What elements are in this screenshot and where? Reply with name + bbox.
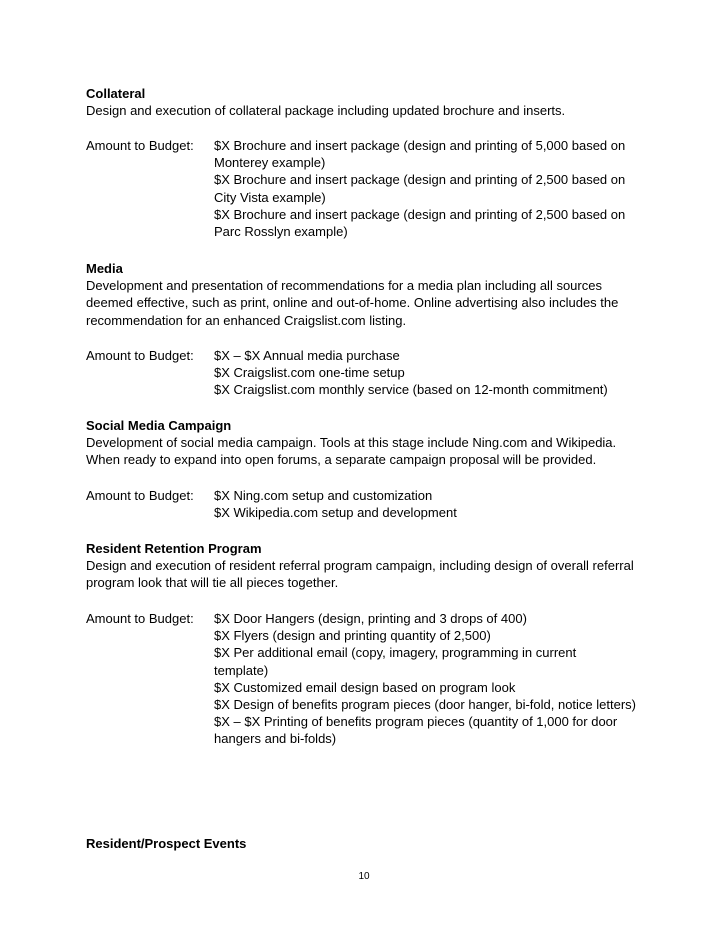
budget-item [214, 381, 666, 398]
section-description-social-media [86, 434, 666, 468]
budget-item-line: template) [214, 662, 269, 678]
budget-item-line: $X – $X Annual media purchase [214, 348, 400, 363]
budget-item [214, 206, 666, 240]
budget-item-line: $X Brochure and insert package (design and printing of 2,500 based on [214, 206, 626, 222]
section-description-collateral [86, 102, 666, 119]
budget-item [214, 627, 666, 644]
section-heading-collateral: Collateral [86, 86, 146, 101]
description-line: Development and presentation of recommendations for a media plan including all sources [86, 278, 602, 294]
budget-item-line: Parc Rosslyn example) [214, 224, 348, 240]
section-heading-social-media: Social Media Campaign [86, 418, 232, 433]
budget-item-line: $X Brochure and insert package (design and printing of 5,000 based on [214, 138, 626, 153]
section-collateral [86, 85, 666, 119]
budget-item-line: Monterey example) [214, 155, 326, 171]
budget-item-line: $X Design of benefits program pieces (door hanger, bi-fold, notice letters) [214, 697, 637, 713]
description-line: Development of social media campaign. Tools at this stage include Ning.com and Wikipedia. [86, 435, 617, 451]
description-line: recommendation for an enhanced Craigslist.com listing. [86, 312, 407, 328]
budget-items-social-media [214, 487, 666, 521]
budget-item [214, 679, 666, 696]
budget-item-line: $X Brochure and insert package (design and printing of 2,500 based on [214, 172, 626, 188]
budget-item-line: $X Flyers (design and printing quantity of 2,500) [214, 628, 491, 644]
section-heading-media: Media [86, 261, 123, 276]
section-resident-prospect-events [86, 835, 666, 852]
budget-label: Amount to Budget: [86, 488, 194, 503]
budget-item-line: City Vista example) [214, 189, 326, 205]
description-line: program look that will tie all pieces together. [86, 575, 339, 591]
budget-items-resident-retention [214, 610, 666, 748]
budget-items-media [214, 347, 666, 399]
section-resident-retention [86, 540, 666, 592]
budget-label: Amount to Budget: [86, 348, 194, 363]
page-number: 10 [358, 871, 370, 882]
description-line: deemed effective, such as print, online and out-of-home. Online advertising also includes the [86, 295, 619, 311]
budget-items-collateral [214, 137, 666, 240]
budget-item [214, 610, 666, 627]
budget-item-line: hangers and bi-folds) [214, 731, 337, 747]
description-line: Design and execution of resident referral program campaign, including design of overall referral [86, 558, 634, 574]
section-description-resident-retention [86, 557, 666, 591]
budget-item [214, 644, 666, 678]
budget-item-line: $X – $X Printing of benefits program pieces (quantity of 1,000 for door [214, 714, 618, 730]
budget-item [214, 364, 666, 381]
budget-item-line: $X Craigslist.com one-time setup [214, 365, 405, 381]
budget-item [214, 696, 666, 713]
description-line: When ready to expand into open forums, a separate campaign proposal will be provided. [86, 452, 597, 468]
budget-item-line: $X Customized email design based on program look [214, 679, 516, 695]
budget-item-line: $X Per additional email (copy, imagery, programming in current [214, 645, 577, 661]
section-media [86, 260, 666, 329]
budget-item [214, 347, 666, 364]
budget-item [214, 487, 666, 504]
section-social-media [86, 417, 666, 469]
budget-item-line: $X Door Hangers (design, printing and 3 drops of 400) [214, 611, 527, 626]
budget-item-line: $X Wikipedia.com setup and development [214, 505, 457, 521]
budget-item [214, 504, 666, 521]
section-description-media [86, 277, 666, 329]
budget-item-line: $X Craigslist.com monthly service (based on 12-month commitment) [214, 382, 608, 398]
budget-label: Amount to Budget: [86, 611, 194, 626]
budget-label: Amount to Budget: [86, 138, 194, 153]
budget-item [214, 171, 666, 205]
budget-item [214, 713, 666, 747]
section-heading-resident-prospect-events: Resident/Prospect Events [86, 836, 247, 851]
budget-item [214, 137, 666, 171]
section-heading-resident-retention: Resident Retention Program [86, 541, 262, 556]
description-line: Design and execution of collateral package including updated brochure and inserts. [86, 103, 566, 119]
budget-item-line: $X Ning.com setup and customization [214, 488, 433, 503]
